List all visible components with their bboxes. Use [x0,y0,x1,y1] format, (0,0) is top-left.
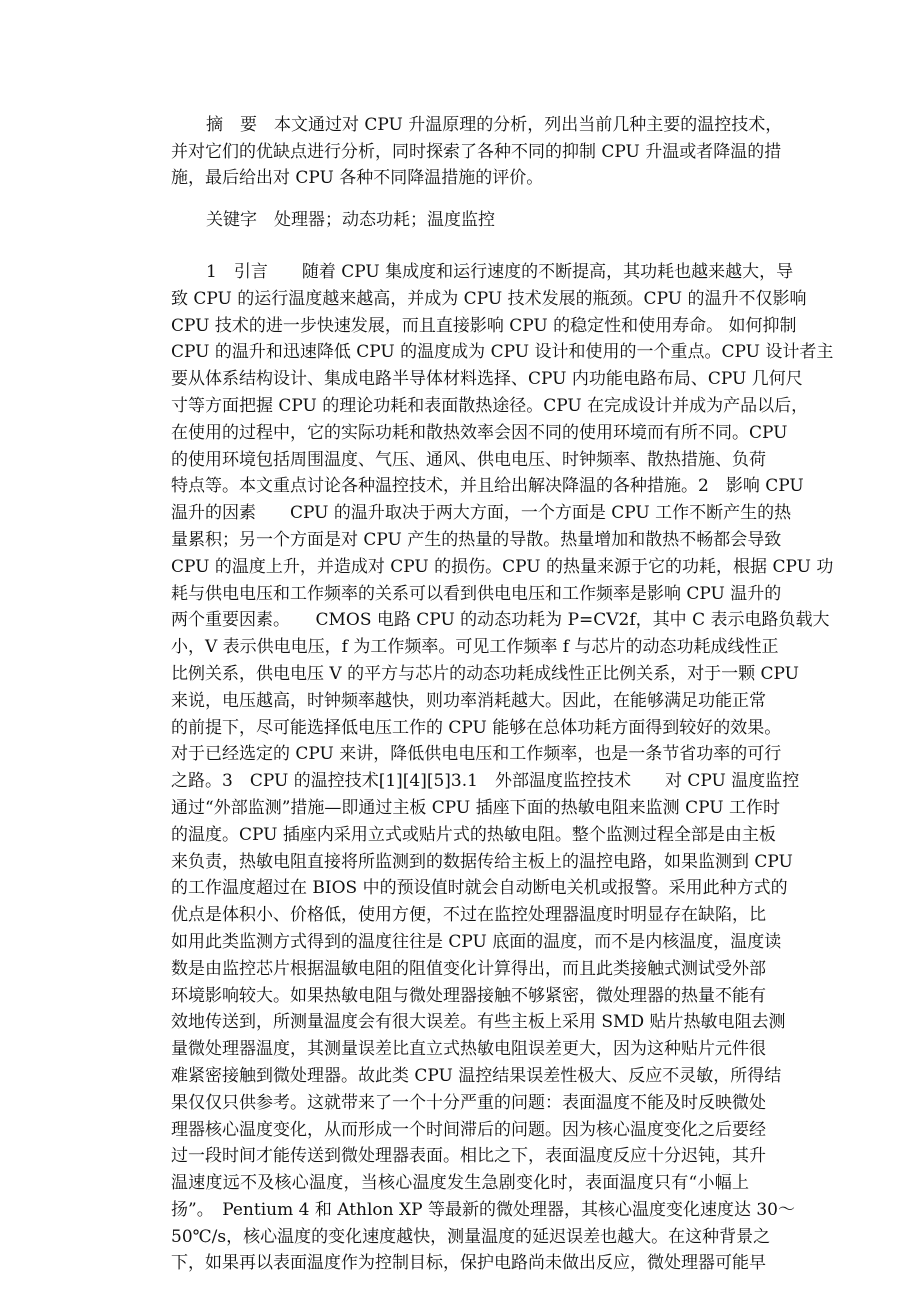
body-text-line: 过一段时间才能传送到微处理器表面。相比之下，表面温度反应十分迟钝，其升 [171,1146,766,1167]
body-text-line: 下，如果再以表面温度作为控制目标，保护电路尚未做出反应，微处理器可能早 [171,1253,766,1274]
body-text-line: 特点等。本文重点讨论各种温控技术，并且给出解决降温的各种措施。2 影响 CPU [171,476,804,497]
body-text-line: 两个重要因素。 CMOS 电路 CPU 的动态功耗为 P=CV2f，其中 C 表示电路负载大 [171,610,830,631]
body-text-line: 如用此类监测方式得到的温度往往是 CPU 底面的温度，而不是内核温度，温度读 [171,931,782,952]
body-text-line: CPU 技术的进一步快速发展，而且直接影响 CPU 的稳定性和使用寿命。 如何抑制 [171,315,797,336]
body-text-line: 果仅仅只供参考。这就带来了一个十分严重的问题：表面温度不能及时反映微处 [171,1092,766,1113]
body-text-line: 50℃/s，核心温度的变化速度越快，测量温度的延迟误差也越大。在这种背景之 [171,1226,771,1247]
abstract-paragraph [171,112,783,192]
body-text-line: 耗与供电电压和工作频率的关系可以看到供电电压和工作频率是影响 CPU 温升的 [171,583,782,604]
keywords-line: 关键字 处理器；动态功耗；温度监控 [206,210,495,230]
abstract-text-line: 施，最后给出对 CPU 各种不同降温措施的评价。 [171,168,544,189]
body-text-line: 寸等方面把握 CPU 的理论功耗和表面散热途径。CPU 在完成设计并成为产品以后， [171,395,809,416]
body-text-line: 通过“外部监测”措施—即通过主板 CPU 插座下面的热敏电阻来监测 CPU 工作时 [171,797,780,818]
body-text-line: CPU 的温升和迅速降低 CPU 的温度成为 CPU 设计和使用的一个重点。CPU 设计者主 [171,342,834,363]
body-text-line: 温升的因素 CPU 的温升取决于两大方面，一个方面是 CPU 工作不断产生的热 [171,503,792,524]
body-text-line: 数是由监控芯片根据温敏电阻的阻值变化计算得出，而且此类接触式测试受外部 [171,958,766,979]
body-text-line: CPU 的温度上升，并造成对 CPU 的损伤。CPU 的热量来源于它的功耗，根据 CPU 功 [171,556,834,577]
body-paragraph [171,259,834,1277]
body-text-line: 难紧密接触到微处理器。故此类 CPU 温控结果误差性极大、反应不灵敏，所得结 [171,1065,782,1086]
body-text-line: 的工作温度超过在 BIOS 中的预设值时就会自动断电关机或报警。采用此种方式的 [171,878,788,899]
keywords-paragraph [171,207,749,234]
body-text-line: 要从体系结构设计、集成电路半导体材料选择、CPU 内功能电路布局、CPU 几何尺 [171,369,803,390]
body-text-line: 比例关系，供电电压 V 的平方与芯片的动态功耗成线性正比例关系，对于一颗 CPU [171,663,799,684]
body-text-line: 环境影响较大。如果热敏电阻与微处理器接触不够紧密，微处理器的热量不能有 [171,985,766,1006]
body-text-line: 的使用环境包括周围温度、气压、通风、供电电压、时钟频率、散热措施、负荷 [171,449,766,470]
body-text-line: 在使用的过程中，它的实际功耗和散热效率会因不同的使用环境而有所不同。CPU [171,422,788,443]
body-text-line: 优点是体积小、价格低，使用方便，不过在监控处理器温度时明显存在缺陷，比 [171,905,766,926]
body-text-line: 扬”。 Pentium 4 和 Athlon XP 等最新的微处理器，其核心温度变化速度达 30～ [171,1199,796,1220]
body-text-line: 小，V 表示供电电压，f 为工作频率。可见工作频率 f 与芯片的动态功耗成线性正 [171,637,779,658]
body-text-line: 的温度。CPU 插座内采用立式或贴片式的热敏电阻。整个监测过程全部是由主板 [171,824,776,845]
abstract-text-line: 并对它们的优缺点进行分析，同时探索了各种不同的抑制 CPU 升温或者降温的措 [171,141,782,162]
body-text-line: 之路。3 CPU 的温控技术[1][4][5]3.1 外部温度监控技术 对 CPU 温度监控 [171,771,800,792]
body-text-line: 1 引言 随着 CPU 集成度和运行速度的不断提高，其功耗也越来越大，导 [206,262,794,282]
body-text-line: 来负责，热敏电阻直接将所监测到的数据传给主板上的温控电路，如果监测到 CPU [171,851,793,872]
body-text-line: 来说，电压越高，时钟频率越快，则功率消耗越大。因此，在能够满足功能正常 [171,690,766,711]
body-text-line: 的前提下，尽可能选择低电压工作的 CPU 能够在总体功耗方面得到较好的效果。 [171,717,782,738]
abstract-text-line: 摘 要 本文通过对 CPU 升温原理的分析，列出当前几种主要的温控技术， [206,115,783,135]
body-text-line: 效地传送到，所测量温度会有很大误差。有些主板上采用 SMD 贴片热敏电阻去测 [171,1012,786,1033]
body-text-line: 致 CPU 的运行温度越来越高，并成为 CPU 技术发展的瓶颈。CPU 的温升不仅影响 [171,288,807,309]
body-text-line: 理器核心温度变化，从而形成一个时间滞后的问题。因为核心温度变化之后要经 [171,1119,766,1140]
body-text-line: 对于已经选定的 CPU 来讲，降低供电电压和工作频率，也是一条节省功率的可行 [171,744,782,765]
body-text-line: 量微处理器温度，其测量误差比直立式热敏电阻误差更大，因为这种贴片元件很 [171,1039,766,1060]
body-text-line: 温速度远不及核心温度，当核心温度发生急剧变化时，表面温度只有“小幅上 [171,1173,749,1194]
body-text-line: 量累积；另一个方面是对 CPU 产生的热量的导散。热量增加和散热不畅都会导致 [171,529,782,550]
